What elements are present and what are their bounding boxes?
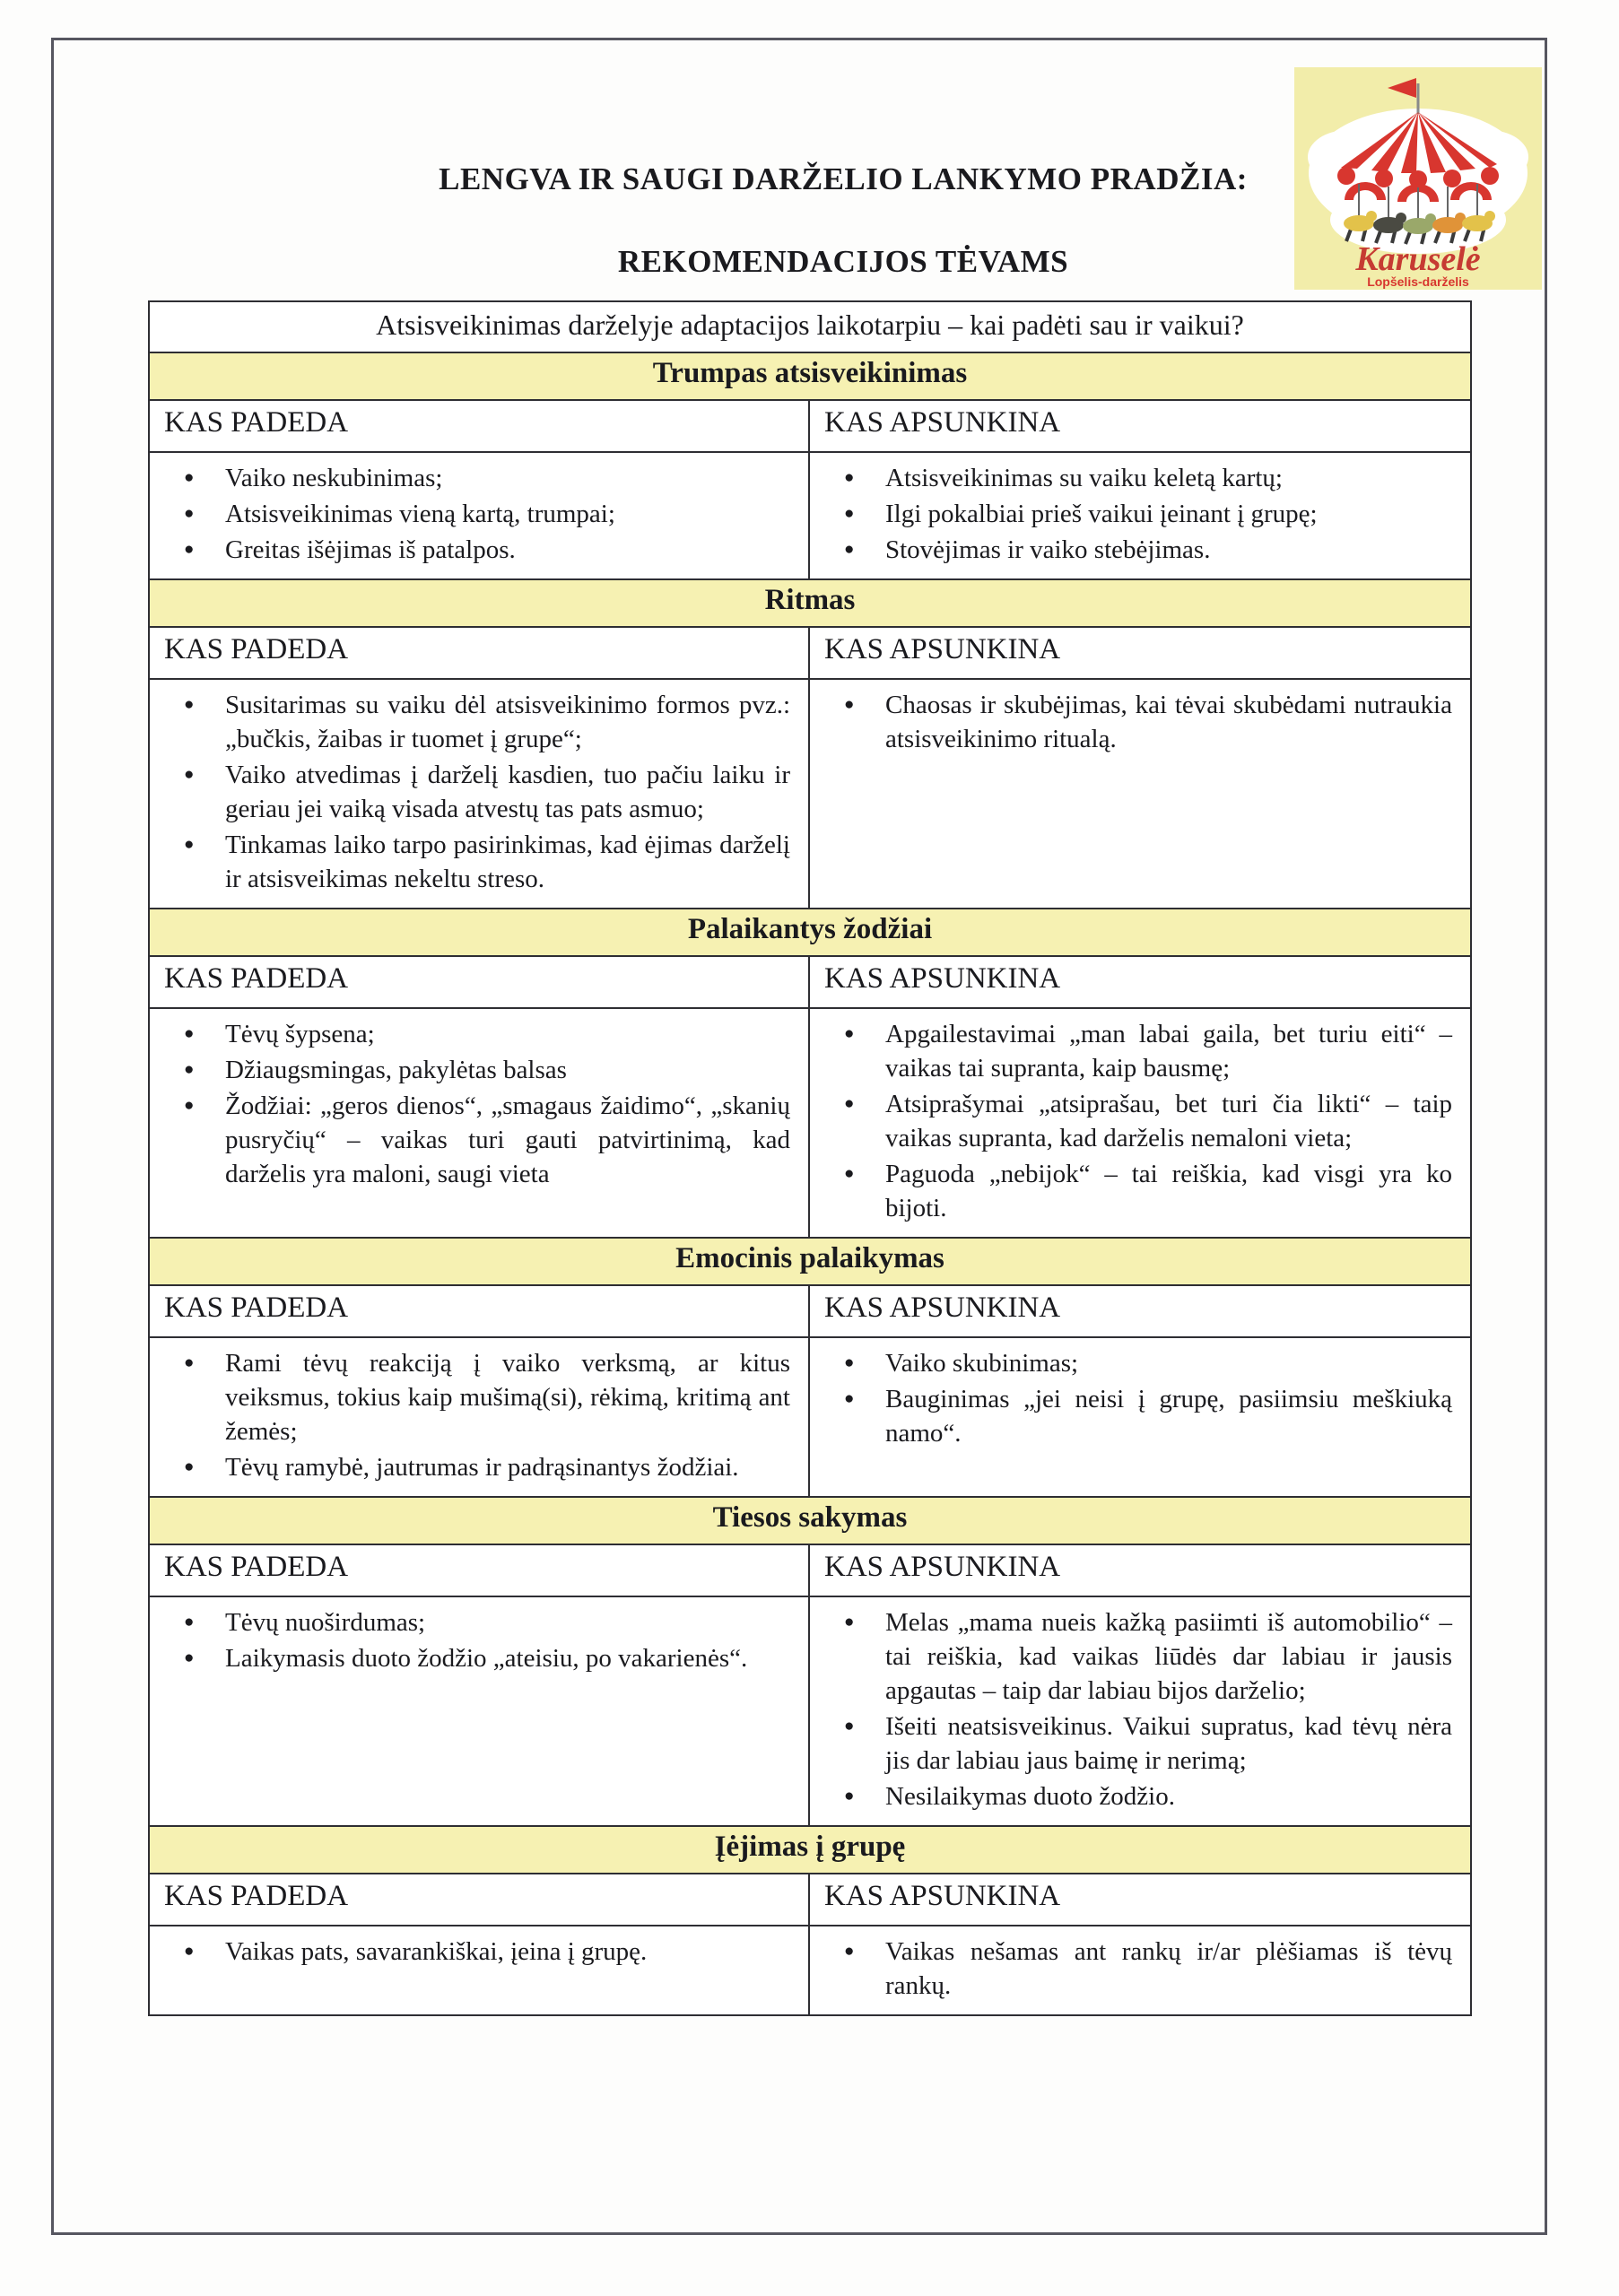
cell-kas-apsunkina	[810, 1338, 1470, 1496]
col-header-kas-padeda: KAS PADEDA	[150, 1286, 810, 1336]
col-header-kas-apsunkina: KAS APSUNKINA	[824, 406, 1061, 439]
col-header-kas-padeda: KAS PADEDA	[150, 1874, 810, 1925]
karusele-logo	[1294, 67, 1542, 290]
cell-kas-apsunkina	[810, 1597, 1470, 1825]
list-item: ● Laikymasis duoto žodžio „ateisiu, po vakarienės“.	[225, 1641, 790, 1675]
list-item: ● Stovėjimas ir vaiko stebėjimas.	[885, 533, 1452, 567]
col-header-kas-padeda: KAS PADEDA	[150, 957, 810, 1007]
col-header-kas-apsunkina: KAS APSUNKINA	[824, 633, 1061, 665]
cell-kas-apsunkina	[810, 680, 1470, 908]
list-item: ● Greitas išėjimas iš patalpos.	[225, 533, 790, 567]
col-header-kas-apsunkina: KAS APSUNKINA	[824, 1292, 1061, 1324]
list-item: ● Vaiko atvedimas į darželį kasdien, tuo pačiu laiku ir geriau jei vaiką visada atvestų tas pats asmuo;	[225, 758, 790, 826]
list-item: ● Vaikas nešamas ant rankų ir/ar plėšiamas iš tėvų rankų.	[885, 1935, 1452, 2003]
list-item: ● Žodžiai: „geros dienos“, „smagaus žaidimo“, „skanių pusryčių“ – vaikas turi gauti patvirtinimą, kad darželis yra maloni, saugi vieta	[225, 1089, 790, 1191]
list-item: ● Atsiprašymai „atsiprašau, bet turi čia likti“ – taip vaikas supranta, kad darželis nemaloni vieta;	[885, 1087, 1452, 1155]
cell-kas-padeda	[150, 680, 810, 908]
list-item: ● Išeiti neatsisveikinus. Vaikui supratus, kad tėvų nėra jis dar labiau jaus baimę ir nerimą;	[885, 1709, 1452, 1778]
list-item: ● Vaiko neskubinimas;	[225, 461, 790, 495]
list-item: ● Apgailestavimai „man labai gaila, bet turiu eiti“ – vaikas tai supranta, kaip bausmę;	[885, 1017, 1452, 1085]
page-subtitle: REKOMENDACIJOS TĖVAMS	[617, 244, 1069, 279]
list-item: ● Melas „mama nueis kažką pasiimti iš automobilio“ – tai reiškia, kad vaikas liūdės dar labiau ir jausis apgautas – taip dar labiau bijos darželio;	[885, 1605, 1452, 1708]
list-item: ● Chaosas ir skubėjimas, kai tėvai skubėdami nutraukia atsisveikinimo ritualą.	[885, 688, 1452, 756]
list-item: ● Atsisveikinimas su vaiku keletą kartų;	[885, 461, 1452, 495]
list-item: ● Tėvų šypsena;	[225, 1017, 790, 1051]
list-item: ● Rami tėvų reakciją į vaiko verksmą, ar kitus veiksmus, tokius kaip mušimą(si), rėkimą, kritimą ant žemės;	[225, 1346, 790, 1448]
col-header-kas-padeda: KAS PADEDA	[150, 401, 810, 451]
list-item: ● Ilgi pokalbiai prieš vaikui įeinant į grupę;	[885, 497, 1452, 531]
col-header-kas-padeda: KAS PADEDA	[150, 628, 810, 678]
cell-kas-padeda	[150, 1597, 810, 1825]
table-header: Atsisveikinimas darželyje adaptacijos laikotarpiu – kai padėti sau ir vaikui?	[148, 300, 1472, 353]
cell-kas-apsunkina	[810, 1926, 1470, 2014]
list-item: ● Atsisveikinimas vieną kartą, trumpai;	[225, 497, 790, 531]
cell-kas-padeda	[150, 1009, 810, 1237]
cell-kas-padeda	[150, 1338, 810, 1496]
cell-kas-padeda	[150, 453, 810, 578]
list-item: ● Susitarimas su vaiku dėl atsisveikinimo formos pvz.: „bučkis, žaibas ir tuomet į grupe“;	[225, 688, 790, 756]
list-item: ● Bauginimas „jei neisi į grupę, pasiimsiu meškiuką namo“.	[885, 1382, 1452, 1450]
section-title-iejimas-i-grupe: Įėjimas į grupę	[148, 1825, 1472, 1874]
list-item: ● Vaikas pats, savarankiškai, įeina į grupę.	[225, 1935, 790, 1969]
list-item: ● Tėvų nuoširdumas;	[225, 1605, 790, 1639]
section-title-trumpas-atsisveikinimas: Trumpas atsisveikinimas	[148, 352, 1472, 401]
col-header-kas-apsunkina: KAS APSUNKINA	[824, 1880, 1061, 1912]
list-item: ● Tinkamas laiko tarpo pasirinkimas, kad ėjimas darželį ir atsisveikimas nekeltu streso.	[225, 828, 790, 896]
section-title-emocinis-palaikymas: Emocinis palaikymas	[148, 1237, 1472, 1286]
carousel-icon	[1294, 67, 1542, 290]
list-item: ● Nesilaikymas duoto žodžio.	[885, 1779, 1452, 1813]
section-title-palaikantys-zodziai: Palaikantys žodžiai	[148, 908, 1472, 957]
cell-kas-padeda	[150, 1926, 810, 2014]
logo-name: Karuselė	[1355, 240, 1481, 278]
section-title-tiesos-sakymas: Tiesos sakymas	[148, 1496, 1472, 1545]
list-item: ● Tėvų ramybė, jautrumas ir padrąsinantys žodžiai.	[225, 1450, 790, 1484]
col-header-kas-apsunkina: KAS APSUNKINA	[824, 962, 1061, 995]
cell-kas-apsunkina	[810, 1009, 1470, 1237]
page-title: LENGVA IR SAUGI DARŽELIO LANKYMO PRADŽIA:	[439, 161, 1248, 196]
logo-subtitle: Lopšelis-darželis	[1367, 274, 1469, 289]
list-item: ● Vaiko skubinimas;	[885, 1346, 1452, 1380]
recommendations-table	[148, 302, 1472, 2016]
col-header-kas-apsunkina: KAS APSUNKINA	[824, 1551, 1061, 1583]
section-title-ritmas: Ritmas	[148, 578, 1472, 628]
cell-kas-apsunkina	[810, 453, 1470, 578]
list-item: ● Džiaugsmingas, pakylėtas balsas	[225, 1053, 790, 1087]
col-header-kas-padeda: KAS PADEDA	[150, 1545, 810, 1596]
list-item: ● Paguoda „nebijok“ – tai reiškia, kad visgi yra ko bijoti.	[885, 1157, 1452, 1225]
